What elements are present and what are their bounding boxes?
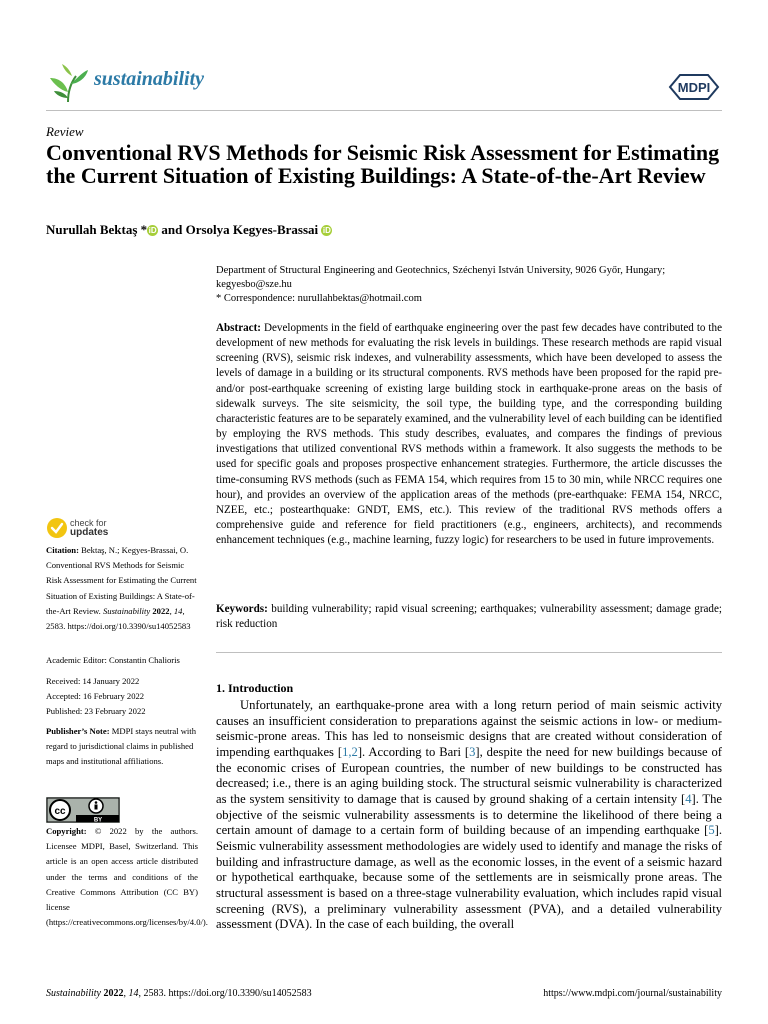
orcid-icon[interactable]: iD bbox=[148, 226, 157, 235]
accepted-date: Accepted: 16 February 2022 bbox=[46, 691, 145, 702]
received-date: Received: 14 January 2022 bbox=[46, 676, 140, 686]
footer-journal-url[interactable]: https://www.mdpi.com/journal/sustainability bbox=[543, 988, 722, 999]
orcid-icon[interactable]: iD bbox=[322, 226, 331, 235]
affiliation-email[interactable]: kegyesbo@sze.hu bbox=[216, 279, 292, 290]
copyright-label: Copyright: bbox=[46, 826, 87, 836]
published-date: Published: 23 February 2022 bbox=[46, 706, 146, 717]
journal-name: sustainability bbox=[94, 68, 205, 90]
footer-volume: , 14 bbox=[123, 988, 139, 999]
abstract-text: Developments in the field of earthquake engineering over the past few decades have contributed to the development of new methods for evaluating the risk levels in buildings. These research methods are rapid visual screening (RVS), seismic risk indexes, and vulnerability assessments, which have been developed to assess the levels of damage in a building or its structural components. RVS methods have been proposed for the rapid pre- and/or post-earthquake screening of existing large building stock in earthquake-prone areas on the basis of sidewalk surveys. The site seismicity, the soil type, the building type, and the corresponding building characteristic features are to be separately examined, and the vulnerability level of each building can be identified by employing the RVS methods. This study describes, evaluates, and compares the findings of previous investigations that utilized conventional RVS methods within a framework. It also suggests the methods to be used for specific goals and proposes prospective enhancement strategies. Furthermore, the article discusses the time-consuming RVS methods (such as FEMA 154, which requires from 15 to 30 min, while NRCC requires one hour), and provides an overview of the application areas of the methods (pre-earthquake: FEMA 154, NRCC, NZEE, etc.; postearthquake: GNDT, EMS, etc.). This review of the traditional RVS methods offers a comprehensive guide and reference for field practitioners (e.g., engineers, architects), and recommends enhancement techniques (e.g., machine learning, fuzzy logic) for researchers to be used in future improvements. bbox=[216, 322, 722, 547]
reference-link[interactable]: 4 bbox=[685, 791, 692, 806]
section-divider bbox=[216, 652, 722, 653]
check-for-updates-button[interactable] bbox=[46, 517, 146, 541]
author-separator: and bbox=[158, 222, 186, 237]
leaf-plant-icon bbox=[46, 62, 92, 104]
abstract bbox=[216, 321, 722, 548]
citation-text: Bektaş, N.; Kegyes-Brassai, O. Conventional RVS Methods for Seismic Risk Assessment for Estimating the Current Situation of Existing Buildings: A State-of-the-Art Review. bbox=[46, 545, 197, 616]
author-name[interactable]: Orsolya Kegyes-Brassai bbox=[185, 222, 319, 237]
citation-year: 2022 bbox=[150, 605, 170, 616]
correspondence[interactable]: * Correspondence: nurullahbektas@hotmail.com bbox=[216, 293, 422, 304]
intro-text: ]. According to Bari [ bbox=[357, 744, 470, 759]
citation-doi[interactable]: , 2583. https://doi.org/10.3390/su14052583 bbox=[46, 605, 191, 632]
author-name[interactable]: Nurullah Bektaş * bbox=[46, 222, 148, 237]
intro-paragraph bbox=[216, 698, 722, 933]
article-title: Conventional RVS Methods for Seismic Risk Assessment for Estimating the Current Situation of Existing Buildings: A State-of-the-Art Review bbox=[46, 140, 720, 188]
reference-link[interactable]: 5 bbox=[708, 823, 715, 838]
intro-text: ]. The objective of the seismic vulnerability assessments is to determine the likelihood of there being a certain amount of damage to a certain form of building because of an impending earthquake [ bbox=[216, 791, 723, 838]
publisher-note-label: Publisher’s Note: bbox=[46, 726, 110, 736]
reference-link[interactable]: 1,2 bbox=[342, 744, 358, 759]
keywords-label: Keywords: bbox=[216, 603, 268, 615]
citation-volume: , 14 bbox=[169, 605, 183, 616]
article-type: Review bbox=[46, 124, 84, 139]
author-list bbox=[46, 222, 332, 238]
mdpi-logo-icon bbox=[666, 72, 722, 102]
affiliation-block bbox=[216, 264, 722, 306]
cc-by-label: BY bbox=[93, 817, 103, 823]
section-heading: 1. Introduction bbox=[216, 681, 294, 695]
publisher-note-text: MDPI stays neutral with regard to jurisdictional claims in published maps and institutional affiliations. bbox=[46, 726, 196, 767]
footer-doi[interactable]: , 2583. https://doi.org/10.3390/su14052583 bbox=[138, 988, 312, 999]
keywords-text: building vulnerability; rapid visual screening; earthquakes; vulnerability assessment; damage grade; risk reduction bbox=[216, 603, 722, 631]
intro-text: Unfortunately, an earthquake-prone area with a long return period of main seismic activity causes an insufficient consideration to preparations against the seismic actions in low- or medium-seismic-prone areas. This has led to nonseismic designs that are created without consideration of impending earthquakes [ bbox=[216, 698, 722, 759]
intro-text: ]. Seismic vulnerability assessment methodologies are widely used to identify and manage the risks of building and infrastructure damage, as well as the economic losses, in the event of a seismic hazard or hypothetical earthquake, because some of the settlements are in seismically prone areas. The structural assessment is based on a three-stage vulnerability evaluation, which includes rapid visual screening (RVS), a preliminary vulnerability assessment (PVA), and a detailed vulnerability assessment (DVA). In the case of each building, the overall bbox=[216, 823, 722, 932]
check-updates-line1: check for bbox=[70, 518, 107, 528]
article-dates bbox=[46, 674, 198, 720]
cc-by-license-icon[interactable] bbox=[46, 797, 120, 823]
mdpi-logo-text: MDPI bbox=[677, 80, 711, 95]
citation bbox=[46, 543, 198, 634]
check-updates-label bbox=[70, 518, 108, 538]
footer-year: 2022 bbox=[101, 988, 124, 999]
abstract-label: Abstract: bbox=[216, 322, 261, 334]
reference-link[interactable]: 3 bbox=[469, 744, 476, 759]
citation-journal: Sustainability bbox=[102, 605, 151, 616]
citation-label: Citation: bbox=[46, 545, 79, 555]
affiliation: Department of Structural Engineering and Geotechnics, Széchenyi István University, 9026 Győr, Hungary; bbox=[216, 265, 666, 276]
publisher-note bbox=[46, 724, 198, 770]
check-updates-icon bbox=[46, 517, 68, 539]
check-updates-line2: updates bbox=[70, 527, 109, 538]
copyright-text: © 2022 by the authors. Licensee MDPI, Basel, Switzerland. This article is an open access article distributed under the terms and conditions of the Creative Commons Attribution (CC BY) license (https://creativecommons.org/licenses/by/4.0/). bbox=[46, 826, 208, 928]
keywords bbox=[216, 602, 722, 632]
copyright bbox=[46, 824, 208, 930]
footer-citation bbox=[46, 988, 312, 999]
intro-text: ], despite the need for new buildings because of the economic crises of European countries, the number of new buildings to be constructed has decreased; i.e., there is an aging building stock. The structural seismic vulnerability is characterized as the system sensitivity to damage that is caused by ground shaking of a certain intensity [ bbox=[216, 744, 722, 806]
header-divider bbox=[46, 110, 722, 111]
academic-editor: Academic Editor: Constantin Chalioris bbox=[46, 655, 180, 665]
svg-text:cc: cc bbox=[54, 806, 66, 817]
footer-journal: Sustainability bbox=[46, 988, 101, 999]
